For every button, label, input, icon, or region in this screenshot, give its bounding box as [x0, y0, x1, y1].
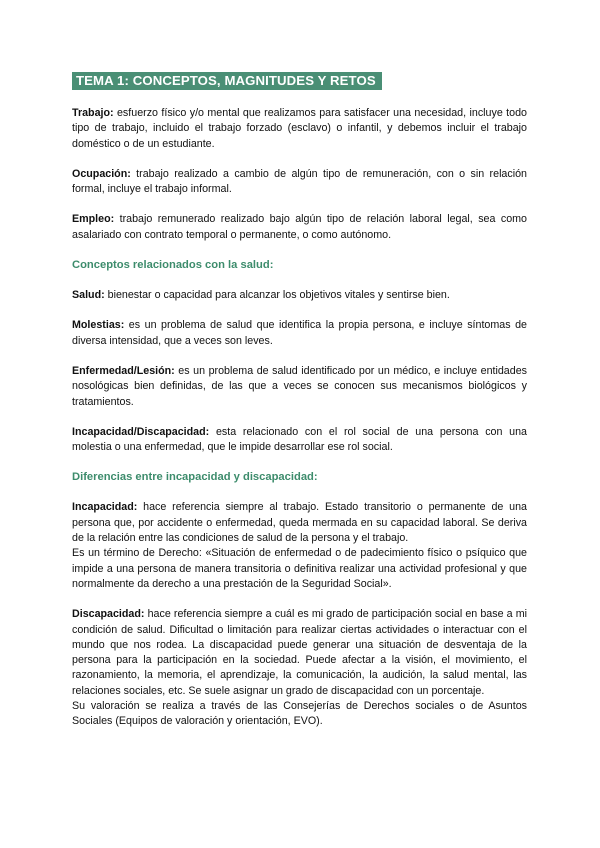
incapacidad-derecho: Es un término de Derecho: «Situación de enfermedad o de padecimiento físico o psíquico que impide a una persona de manera transitoria o definitiva realizar una actividad profesional y que normalmente da derecho a una prestación de la Seguridad Social». — [72, 547, 527, 590]
heading-diferencias: Diferencias entre incapacidad y discapacidad: — [72, 471, 318, 484]
definition-empleo — [72, 212, 527, 243]
text-empleo: trabajo remunerado realizado bajo algún tipo de relación laboral legal, sea como asalariado con contrato temporal o permanente, o como autónomo. — [72, 213, 527, 241]
text-molestias: es un problema de salud que identifica la propia persona, e incluye síntomas de diversa intensidad, que a veces son leves. — [72, 319, 527, 347]
heading-conceptos-salud: Conceptos relacionados con la salud: — [72, 259, 274, 272]
text-salud: bienestar o capacidad para alcanzar los objetivos vitales y sentirse bien. — [104, 289, 450, 302]
text-trabajo: esfuerzo físico y/o mental que realizamos para satisfacer una necesidad, incluye todo tipo de trabajo, incluido el trabajo forzado (esclavo) o infantil, y debemos incluir el trabajo doméstico o de un estudiante. — [72, 107, 527, 150]
term-enfermedad: Enfermedad/Lesión: — [72, 364, 175, 377]
term-salud: Salud: — [72, 289, 105, 302]
discapacidad-valoracion: Su valoración se realiza a través de las Consejerías de Derechos sociales o de Asuntos Sociales (Equipos de valoración y orientación, EVO). — [72, 700, 527, 728]
document-content — [72, 72, 527, 730]
term-trabajo: Trabajo: — [72, 107, 114, 119]
definition-discapacidad — [72, 607, 527, 699]
definition-ocupacion — [72, 167, 527, 198]
definition-trabajo — [72, 106, 527, 152]
text-enfermedad: es un problema de salud identificado por un médico, e incluye entidades nosológicas bien definidas, de las que a veces se conocen sus mecanismos biológicos y tratamientos. — [72, 364, 527, 408]
text-ocupacion: trabajo realizado a cambio de algún tipo de remuneración, con o sin relación formal, incluye el trabajo informal. — [72, 167, 527, 196]
text-incapacidad-discapacidad: esta relacionado con el rol social de una persona con una molestia o una enfermedad, que le impide desarrollar ese rol social. — [72, 425, 527, 454]
definition-incapacidad — [72, 500, 527, 546]
term-incapacidad-discapacidad: Incapacidad/Discapacidad: — [72, 425, 210, 438]
page-title: TEMA 1: CONCEPTOS, MAGNITUDES Y RETOS — [72, 72, 382, 90]
definition-molestias — [72, 318, 527, 349]
text-discapacidad: hace referencia siempre a cuál es mi grado de participación social en base a mi condición de salud. Dificultad o limitación para realizar ciertas actividades o interactuar con el mundo que nos rodea. La discapacidad puede generar una situación de desventaja de la persona para la participación en la sociedad. Puede afectar a la visión, el movimiento, el razonamiento, la memoria, el aprendizaje, la comunicación, la audición, la salud mental, las relaciones sociales, etc. Se suele asignar un grado de discapacidad con un porcentaje. — [72, 608, 527, 697]
term-molestias: Molestias: — [72, 319, 125, 332]
term-empleo: Empleo: — [72, 213, 115, 226]
text-incapacidad: hace referencia siempre al trabajo. Estado transitorio o permanente de una persona que, por accidente o enfermedad, queda mermada en su capacidad laboral. Se deriva de la relación entre las condiciones de salud de la persona y el trabajo. — [72, 501, 527, 545]
term-ocupacion: Ocupación: — [72, 167, 131, 180]
definition-incapacidad-discapacidad — [72, 425, 527, 456]
definition-enfermedad — [72, 364, 527, 410]
definition-salud — [72, 288, 527, 303]
term-discapacidad: Discapacidad: — [72, 608, 145, 621]
term-incapacidad: Incapacidad: — [72, 501, 138, 514]
